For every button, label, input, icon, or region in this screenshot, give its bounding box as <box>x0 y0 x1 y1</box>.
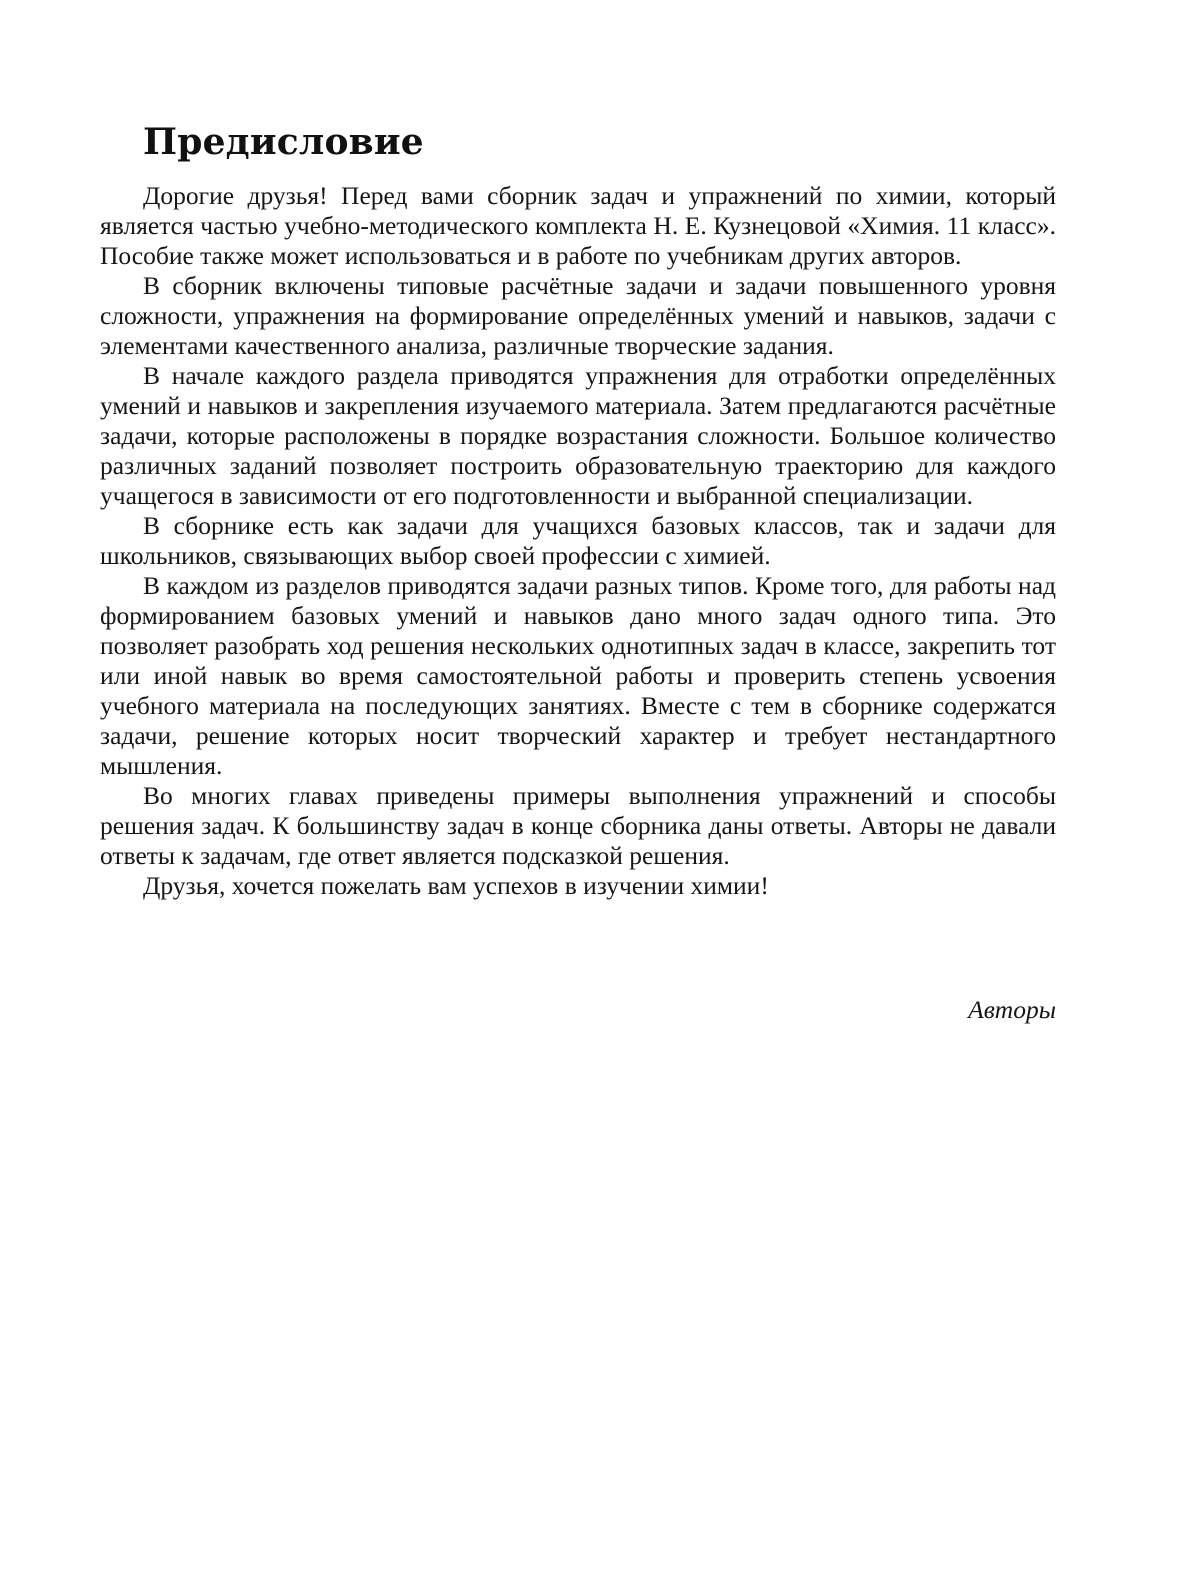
paragraph: В сборнике есть как задачи для учащихся базовых классов, так и задачи для школьников, связывающих выбор своей профессии с химией. <box>100 511 1056 570</box>
paragraph: В начале каждого раздела приводятся упражнения для отработки определённых умений и навыков и закрепления изучаемого материала. Затем предлагаются расчётные задачи, которые расположены в порядке возрастания сложности. Большое количество различных заданий позволяет построить образовательную траекторию для каждого учащегося в зависимости от его подготовленности и выбранной специализации. <box>100 361 1056 510</box>
paragraph: Во многих главах приведены примеры выполнения упражнений и способы решения задач. К большинству задач в конце сборника даны ответы. Авторы не давали ответы к задачам, где ответ является подсказкой решения. <box>100 781 1056 870</box>
paragraph: В сборник включены типовые расчётные задачи и задачи повышенного уровня сложности, упражнения на формирование определённых умений и навыков, задачи с элементами качественного анализа, различные творческие задания. <box>100 271 1056 360</box>
preface-body <box>100 181 1056 901</box>
paragraph: Дорогие друзья! Перед вами сборник задач и упражнений по химии, который является частью учебно-методического комплекта Н. Е. Кузнецовой «Химия. 11 класс». Пособие также может использоваться и в работе по учебникам других авторов. <box>100 181 1056 270</box>
page-title: Предисловие <box>143 121 424 163</box>
signature: Авторы <box>968 995 1056 1024</box>
paragraph: Друзья, хочется пожелать вам успехов в изучении химии! <box>143 871 769 900</box>
paragraph: В каждом из разделов приводятся задачи разных типов. Кроме того, для работы над формированием базовых умений и навыков дано много задач одного типа. Это позволяет разобрать ход решения нескольких однотипных задач в классе, закрепить тот или иной навык во время самостоятельной работы и проверить степень усвоения учебного материала на последующих занятиях. Вместе с тем в сборнике содержатся задачи, решение которых носит творческий характер и требует нестандартного мышления. <box>100 571 1056 780</box>
